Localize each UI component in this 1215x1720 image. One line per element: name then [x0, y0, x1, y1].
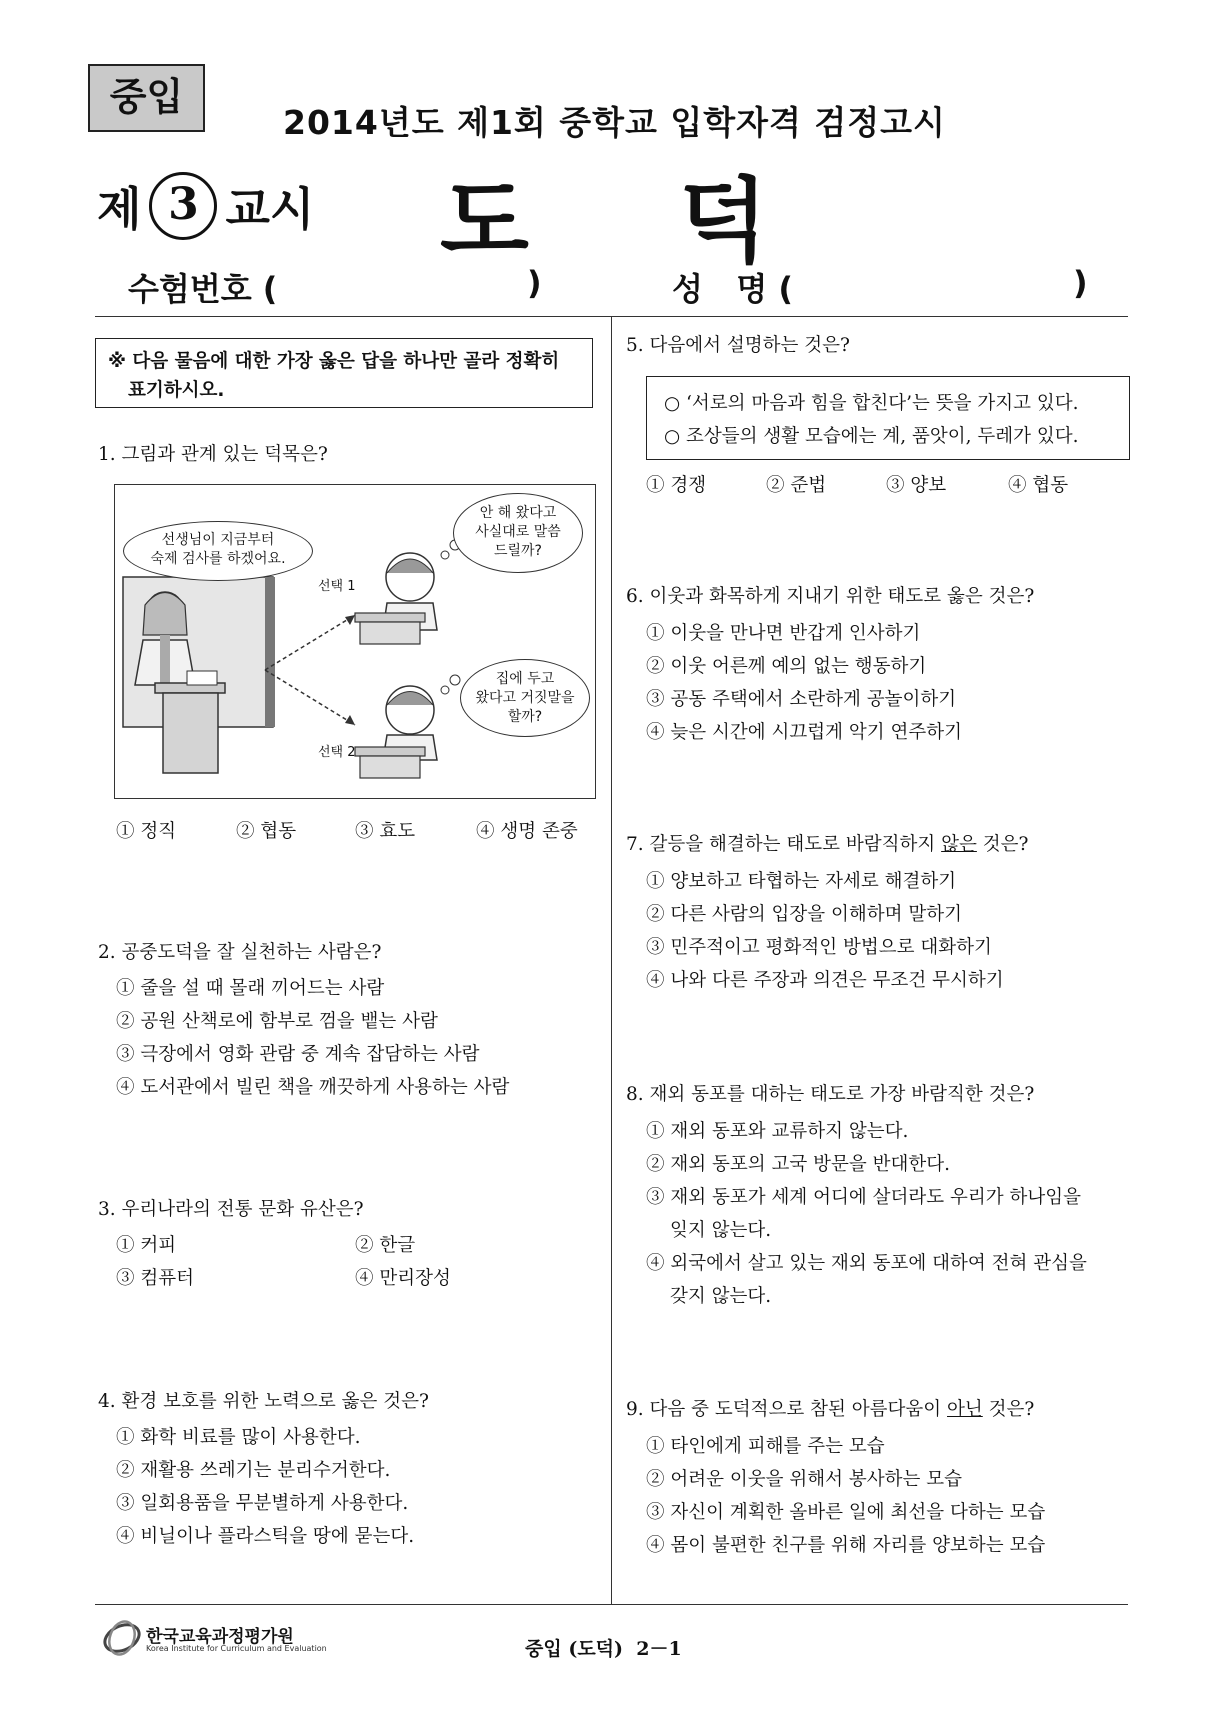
thought-dot — [450, 675, 460, 685]
question-1-stem: 1. 그림과 관계 있는 덕목은? — [98, 444, 328, 465]
q7-option-1: ① 양보하고 타협하는 자세로 해결하기 — [646, 871, 957, 892]
q5-box-line-2: ○ 조상들의 생활 모습에는 계, 품앗이, 두레가 있다. — [664, 426, 1079, 447]
question-3-stem: 3. 우리나라의 전통 문화 유산은? — [98, 1199, 364, 1220]
thought-1-line-1: 안 해 왔다고 — [479, 505, 557, 521]
student-1-desk — [355, 613, 425, 622]
q7-option-2: ② 다른 사람의 입장을 이해하며 말하기 — [646, 904, 962, 925]
q2-option-3: ③ 극장에서 영화 관람 중 계속 잡담하는 사람 — [116, 1044, 480, 1065]
q4-option-3: ③ 일회용품을 무분별하게 사용한다. — [116, 1493, 409, 1514]
q1-option-2: ② 협동 — [236, 821, 297, 842]
q6-option-3: ③ 공동 주택에서 소란하게 공놀이하기 — [646, 689, 957, 710]
choice-1-label: 선택 1 — [318, 579, 356, 594]
arrowhead-choice-1 — [345, 615, 355, 625]
teacher-speech-line-1: 선생님이 지금부터 — [161, 532, 275, 548]
arrow-choice-2 — [265, 670, 355, 725]
q8-option-3-cont: 잊지 않는다. — [670, 1220, 772, 1241]
question-4-stem: 4. 환경 보호를 위한 노력으로 옳은 것은? — [98, 1391, 429, 1412]
question-6-stem: 6. 이웃과 화목하게 지내기 위한 태도로 옳은 것은? — [626, 586, 1035, 607]
name-close: ) — [1073, 264, 1088, 302]
q7-stem-emphasis: 않은 — [941, 834, 977, 855]
instruction-box — [95, 338, 593, 408]
thought-2-line-2: 왔다고 거짓말을 — [475, 690, 575, 706]
q8-option-4: ④ 외국에서 살고 있는 재외 동포에 대하여 전혀 관심을 — [646, 1253, 1087, 1274]
q7-option-3: ③ 민주적이고 평화적인 방법으로 대화하기 — [646, 937, 992, 958]
q4-option-4: ④ 비닐이나 플라스틱을 땅에 묻는다. — [116, 1526, 415, 1547]
teacher-scarf — [160, 635, 170, 685]
question-5-stem: 5. 다음에서 설명하는 것은? — [626, 335, 850, 356]
question-2-stem: 2. 공중도덕을 잘 실천하는 사람은? — [98, 942, 382, 963]
org-name-kr: 한국교육과정평가원 — [146, 1627, 294, 1647]
choice-2-label: 선택 2 — [318, 745, 356, 760]
exam-number-close: ) — [527, 264, 542, 302]
student-2-desk — [355, 747, 425, 756]
q9-stem-emphasis: 아닌 — [947, 1399, 983, 1420]
thought-dot — [441, 686, 449, 694]
q8-option-3: ③ 재외 동포가 세계 어디에 살더라도 우리가 하나임을 — [646, 1187, 1081, 1208]
q9-option-4: ④ 몸이 불편한 친구를 위해 자리를 양보하는 모습 — [646, 1535, 1046, 1556]
q6-option-1: ① 이웃을 만나면 반갑게 인사하기 — [646, 623, 921, 644]
thought-2-line-3: 할까? — [507, 709, 543, 725]
student-2-desk-front — [360, 756, 420, 778]
thought-1-line-3: 드릴까? — [493, 543, 542, 559]
period-label — [97, 172, 314, 240]
teacher-book — [187, 671, 217, 685]
question-9-stem — [626, 1395, 1034, 1421]
q9-stem-start: 9. 다음 중 도덕적으로 참된 아름다움이 — [626, 1399, 948, 1420]
arrowhead-choice-2 — [345, 715, 355, 725]
q4-option-1: ① 화학 비료를 많이 사용한다. — [116, 1427, 361, 1448]
instruction-line-2: 표기하시오. — [128, 380, 225, 401]
thought-2-line-1: 집에 두고 — [495, 671, 555, 687]
q2-option-4: ④ 도서관에서 빌린 책을 깨끗하게 사용하는 사람 — [116, 1077, 510, 1098]
question-8-stem: 8. 재외 동포를 대하는 태도로 가장 바람직한 것은? — [626, 1084, 1035, 1105]
subject-title: 도덕 — [440, 168, 918, 275]
q6-option-2: ② 이웃 어른께 예의 없는 행동하기 — [646, 656, 927, 677]
q8-option-2: ② 재외 동포의 고국 방문을 반대한다. — [646, 1154, 950, 1175]
student-1-desk-front — [360, 622, 420, 644]
q5-box-line-1: ○ ‘서로의 마음과 힘을 합친다’는 뜻을 가지고 있다. — [664, 393, 1079, 414]
q7-option-4: ④ 나와 다른 주장과 의견은 무조건 무시하기 — [646, 970, 1004, 991]
column-divider — [611, 316, 612, 1604]
exam-title: 2014년도 제1회 중학교 입학자격 검정고시 — [283, 103, 946, 142]
period-suffix: 교시 — [225, 182, 315, 236]
q3-option-1: ① 커피 — [116, 1235, 177, 1256]
q9-option-2: ② 어려운 이웃을 위해서 봉사하는 모습 — [646, 1469, 962, 1490]
instruction-line-1: ※ 다음 물음에 대한 가장 옳은 답을 하나만 골라 정확히 — [108, 351, 560, 372]
footer-divider — [95, 1604, 1128, 1605]
org-name-en: Korea Institute for Curriculum and Evaluation — [146, 1644, 327, 1653]
q1-option-4: ④ 생명 존중 — [476, 821, 578, 842]
q8-option-4-cont: 갖지 않는다. — [670, 1286, 772, 1307]
period-number: 3 — [149, 172, 217, 240]
teacher-speech-bubble — [123, 521, 313, 581]
q3-option-2: ② 한글 — [355, 1235, 416, 1256]
name-label: 성 명 ( — [672, 270, 794, 308]
q9-option-1: ① 타인에게 피해를 주는 모습 — [646, 1436, 885, 1457]
q2-option-1: ① 줄을 설 때 몰래 끼어드는 사람 — [116, 978, 385, 999]
q3-option-3: ③ 컴퓨터 — [116, 1268, 194, 1289]
q6-option-4: ④ 늦은 시간에 시끄럽게 악기 연주하기 — [646, 722, 962, 743]
q5-option-3: ③ 양보 — [886, 475, 947, 496]
q5-option-2: ② 준법 — [766, 475, 827, 496]
q7-stem-end: 것은? — [976, 834, 1029, 855]
question-7-stem — [626, 830, 1028, 856]
teacher-speech-line-2: 숙제 검사를 하겠어요. — [150, 551, 286, 567]
q1-option-3: ③ 효도 — [355, 821, 416, 842]
thought-bubble-2 — [460, 659, 590, 737]
q2-option-2: ② 공원 산책로에 함부로 껌을 뱉는 사람 — [116, 1011, 438, 1032]
q5-option-1: ① 경쟁 — [646, 475, 707, 496]
blackboard-frame — [265, 577, 275, 727]
arrow-choice-1 — [265, 615, 355, 670]
q9-option-3: ③ 자신이 계획한 올바른 일에 최선을 다하는 모습 — [646, 1502, 1046, 1523]
exam-badge: 중입 — [88, 64, 205, 132]
question-1-figure — [114, 484, 596, 799]
kice-logo-icon — [100, 1618, 144, 1658]
q8-option-1: ① 재외 동포와 교류하지 않는다. — [646, 1121, 909, 1142]
q1-option-1: ① 정직 — [116, 821, 177, 842]
teacher-desk — [163, 693, 218, 773]
q5-option-4: ④ 협동 — [1008, 475, 1069, 496]
thought-dot — [441, 551, 449, 559]
q4-option-2: ② 재활용 쓰레기는 분리수거한다. — [116, 1460, 391, 1481]
thought-bubble-1 — [453, 493, 583, 573]
q3-option-4: ④ 만리장성 — [355, 1268, 451, 1289]
q7-stem-start: 7. 갈등을 해결하는 태도로 바람직하지 — [626, 834, 942, 855]
q9-stem-end: 것은? — [982, 1399, 1035, 1420]
exam-number-label: 수험번호 ( — [128, 270, 278, 308]
page-label: 중입 (도덕) 2－1 — [525, 1638, 682, 1660]
thought-1-line-2: 사실대로 말씀 — [475, 524, 561, 540]
period-prefix: 제 — [97, 182, 142, 236]
